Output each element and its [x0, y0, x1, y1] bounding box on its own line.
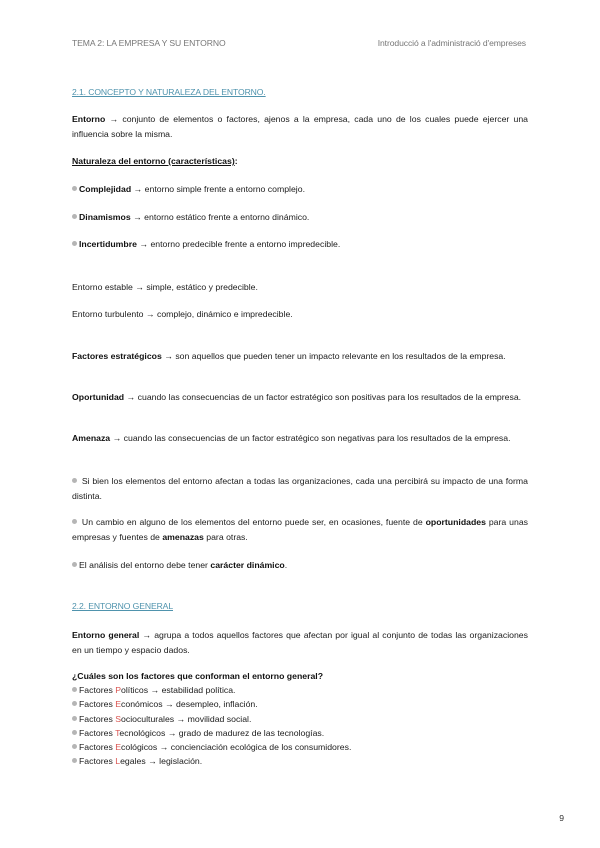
term-opportunities: oportunidades: [425, 517, 486, 527]
bullet-icon: [72, 701, 77, 706]
factor-initial: L: [115, 756, 121, 767]
term-strategic: Factores estratégicos: [72, 351, 162, 361]
nature-heading-text: Naturaleza del entorno (características): [72, 156, 235, 166]
factor-prefix: Factores: [79, 713, 116, 724]
factor-prefix: Factores: [79, 685, 116, 695]
factor-prefix: Factores: [79, 742, 116, 753]
factor-initial: P: [115, 685, 122, 695]
note-item: [72, 515, 528, 544]
general-environment-definition: [72, 628, 528, 657]
factors-question: [72, 669, 528, 684]
term-general-environment: Entorno general: [72, 630, 140, 640]
page-number: 9: [559, 813, 564, 823]
factors-list: [72, 683, 528, 769]
bullet-icon: [72, 562, 77, 567]
nature-heading-colon: :: [234, 156, 238, 166]
list-item: [72, 683, 528, 697]
bullet-icon: [72, 730, 77, 735]
factor-desc: → legislación.: [145, 756, 203, 767]
term-threats: amenazas: [162, 531, 204, 542]
factor-name: ecnológicos: [119, 727, 166, 738]
threat-definition: [72, 431, 528, 446]
turbulent-environment: Entorno turbulento → complejo, dinámico e impredecible.: [72, 309, 293, 319]
note-text: .: [284, 560, 288, 570]
opportunity-text: → cuando las consecuencias de un factor estratégico son positivas para los resultados de la empresa.: [124, 392, 522, 402]
note-item: [72, 558, 528, 573]
characteristic-item: [72, 182, 528, 197]
section-title-2-1: 2.1. CONCEPTO Y NATURALEZA DEL ENTORNO.: [72, 87, 266, 97]
characteristic-term: Complejidad: [79, 184, 132, 194]
bullet-icon: [72, 758, 77, 763]
list-item: [72, 740, 528, 754]
factor-prefix: Factores: [79, 699, 116, 710]
term-threat: Amenaza: [72, 433, 111, 443]
note-text: El análisis del entorno debe tener: [79, 560, 211, 570]
list-item: [72, 726, 528, 740]
factor-initial: E: [115, 742, 122, 753]
bullet-icon: [72, 214, 77, 219]
factor-name: ocioculturales: [121, 713, 175, 724]
note-text: Un cambio en alguno de los elementos del entorno puede ser, en ocasiones, fuente de: [81, 517, 426, 527]
list-item: [72, 697, 528, 711]
bullet-icon: [72, 186, 77, 191]
entorno-definition: [72, 112, 528, 141]
threat-text: → cuando las consecuencias de un factor estratégico son negativas para los resultados de la empresa.: [110, 433, 511, 443]
nature-heading: [72, 154, 528, 169]
factor-desc: → grado de madurez de las tecnologías.: [165, 727, 325, 738]
strategic-factors: [72, 349, 528, 364]
factor-prefix: Factores: [79, 756, 116, 767]
list-item: [72, 754, 528, 768]
opportunity-definition: [72, 390, 528, 405]
bullet-icon: [72, 744, 77, 749]
factor-name: cológicos: [121, 742, 158, 753]
characteristic-text: → entorno simple frente a entorno complejo.: [131, 184, 305, 194]
entorno-definition-text: → conjunto de elementos o factores, ajenos a la empresa, cada uno de los cuales puede ejercer una influencia sobre la misma.: [72, 114, 528, 139]
note-text: para unas empresas y fuentes de: [72, 517, 528, 542]
running-header-left: TEMA 2: LA EMPRESA Y SU ENTORNO: [72, 38, 226, 48]
factor-desc: → movilidad social.: [174, 713, 252, 724]
term-entorno: Entorno: [72, 114, 106, 124]
note-text: para otras.: [203, 531, 248, 542]
running-header-right: Introducció a l'administració d'empreses: [377, 38, 526, 48]
term-dynamic: carácter dinámico: [210, 560, 285, 570]
note-text: Si bien los elementos del entorno afectan a todas las organizaciones, cada una percibirá su impacto de una forma distinta.: [72, 476, 528, 501]
factors-question-text: ¿Cuáles son los factores que conforman el entorno general?: [72, 671, 324, 681]
bullet-icon: [72, 241, 77, 246]
factor-name: conómicos: [121, 699, 163, 710]
factor-initial: S: [115, 713, 122, 724]
factor-desc: → estabilidad política.: [148, 685, 236, 695]
characteristic-item: [72, 237, 528, 252]
factor-initial: T: [115, 727, 120, 738]
factor-name: olíticos: [121, 685, 149, 695]
characteristic-term: Incertidumbre: [79, 239, 137, 249]
factor-desc: → desempleo, inflación.: [162, 699, 258, 710]
section-title-2-2: 2.2. ENTORNO GENERAL: [72, 601, 173, 611]
bullet-icon: [72, 519, 77, 524]
characteristic-term: Dinamismos: [79, 212, 131, 222]
bullet-icon: [72, 478, 77, 483]
term-opportunity: Oportunidad: [72, 392, 125, 402]
characteristic-text: → entorno estático frente a entorno dinámico.: [130, 212, 310, 222]
characteristic-text: → entorno predecible frente a entorno impredecible.: [136, 239, 341, 249]
factor-prefix: Factores: [79, 727, 116, 738]
factor-desc: → concienciación ecológica de los consumidores.: [157, 742, 352, 753]
bullet-icon: [72, 716, 77, 721]
note-item: [72, 474, 528, 503]
factor-initial: E: [115, 699, 122, 710]
list-item: [72, 712, 528, 726]
stable-environment: Entorno estable → simple, estático y predecible.: [72, 282, 258, 292]
general-environment-text: → agrupa a todos aquellos factores que afectan por igual al conjunto de todas las organizaciones en un tiempo y espacio dados.: [72, 630, 528, 655]
characteristic-item: [72, 210, 528, 225]
bullet-icon: [72, 687, 77, 692]
strategic-text: → son aquellos que pueden tener un impacto relevante en los resultados de la empresa.: [161, 351, 506, 361]
factor-name: egales: [120, 756, 146, 767]
